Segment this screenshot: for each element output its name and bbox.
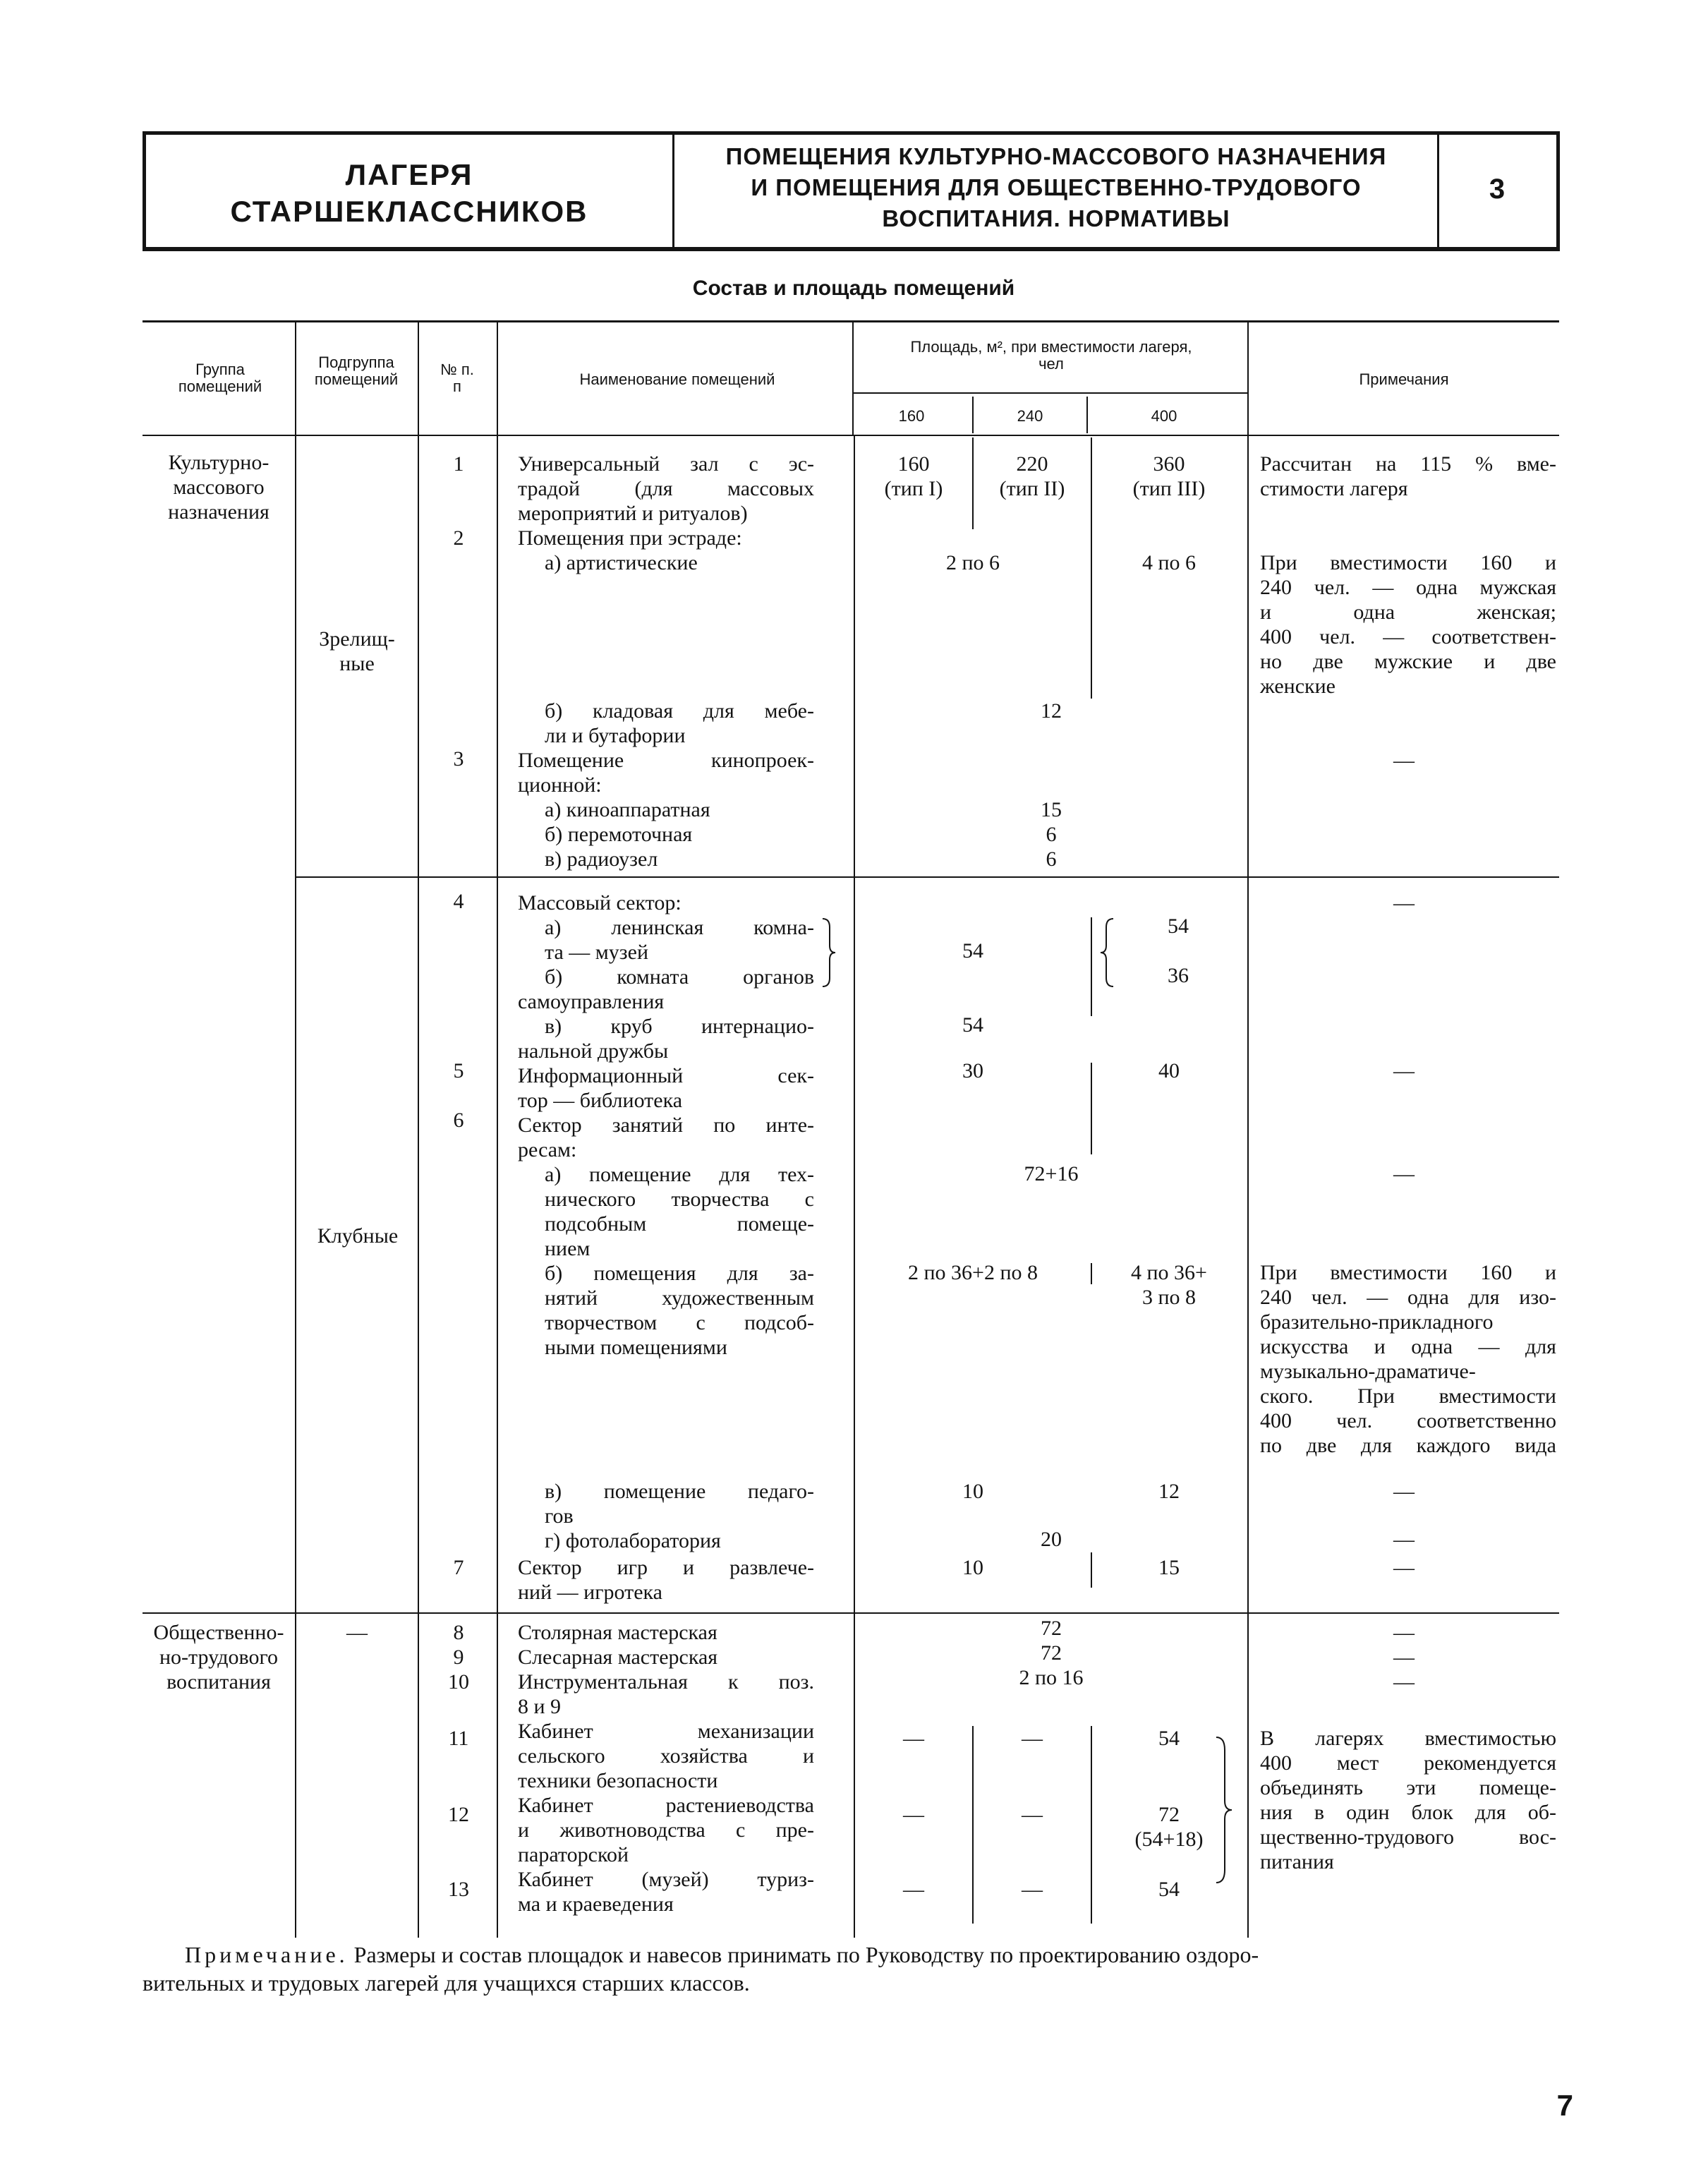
value-r4ab-160-240: 54: [962, 939, 983, 962]
value-r4c: 54: [962, 1013, 983, 1037]
room-name-line: в) радиоузел: [545, 847, 658, 871]
brace-r4-right: [1098, 917, 1116, 988]
room-name-line: в) круб интернацио-: [545, 1015, 814, 1038]
note-r6c: —: [1393, 1480, 1415, 1503]
room-name-line: б) помещения для за-: [545, 1262, 814, 1285]
note-line: стимости лагеря: [1260, 477, 1408, 500]
brace-r4-left: [820, 917, 838, 988]
col-header-240: 240: [1017, 407, 1043, 425]
value-r8: 72: [1041, 1617, 1062, 1640]
room-name-line: тор — библиотека: [518, 1089, 683, 1112]
note-line: Рассчитан на 115 % вме-: [1260, 452, 1556, 476]
group-cultural-line3: назначения: [168, 500, 269, 524]
page-number: 7: [1556, 2089, 1573, 2122]
note-line: 400 чел. — соответствен-: [1260, 625, 1556, 648]
value-line: 4 по 36+: [1131, 1261, 1207, 1284]
note-r11-13: [1260, 1726, 1556, 1874]
value-r13-240: —: [1022, 1878, 1043, 1901]
room-name-line: творчеством с подсоб-: [545, 1311, 814, 1334]
room-name-line: ресам:: [518, 1138, 577, 1161]
value-line: (тип I): [884, 477, 943, 500]
col-header-400: 400: [1151, 407, 1177, 425]
group-cultural-line2: массового: [173, 476, 265, 499]
col-header-notes: Примечания: [1359, 370, 1449, 388]
value-r9: 72: [1041, 1641, 1062, 1665]
room-name-line: та — музей: [545, 941, 648, 964]
footnote-line1: [143, 1940, 1559, 1969]
room-name-7: [518, 1555, 814, 1605]
group-social-labor-line2: но-трудового: [159, 1646, 279, 1669]
note-line: 400 мест рекомендуется: [1260, 1751, 1556, 1775]
value-line: 72: [1158, 1803, 1180, 1826]
note-r5: —: [1393, 1059, 1415, 1082]
header-left-title-line1: ЛАГЕРЯ: [345, 158, 473, 191]
room-name-line: подсобным помеще-: [545, 1212, 814, 1236]
value-r2a-160-240: 2 по 6: [945, 551, 1000, 574]
col-header-name: Наименование помещений: [579, 370, 775, 388]
value-r6b-160-240: 2 по 36+2 по 8: [907, 1261, 1038, 1284]
value-r1-160: [855, 452, 972, 501]
footnote-label: Примечание.: [185, 1942, 349, 1967]
value-r3b: 6: [1046, 823, 1057, 846]
room-name-line: Помещения при эстраде:: [518, 526, 742, 550]
value-line: (тип II): [999, 477, 1065, 500]
room-name-line: Массовый сектор:: [518, 891, 682, 915]
note-r6a: —: [1393, 1162, 1415, 1185]
value-r12-160: —: [903, 1803, 924, 1826]
room-name-line: Сектор игр и развлече-: [518, 1556, 814, 1579]
subgroup-none: —: [346, 1621, 368, 1644]
room-name-line: б) перемоточная: [545, 823, 693, 846]
note-line: ния в один блок для об-: [1260, 1801, 1556, 1824]
note-line: 240 чел. — одна для изо-: [1260, 1286, 1556, 1309]
row-number: 5: [453, 1059, 464, 1082]
row-number: 9: [453, 1646, 464, 1669]
note-r8: —: [1393, 1621, 1415, 1644]
header-left-title-line2: СТАРШЕКЛАССНИКОВ: [230, 195, 588, 228]
room-name-line: а) артистические: [545, 551, 698, 574]
value-r6a: 72+16: [1024, 1162, 1079, 1185]
value-r3a: 15: [1041, 798, 1062, 821]
sheet-number: 3: [1489, 174, 1507, 205]
value-r7-400: 15: [1158, 1556, 1180, 1579]
col-header-subgroup: Подгруппа помещений: [314, 354, 399, 388]
note-r9: —: [1393, 1646, 1415, 1669]
group-social-labor-line1: Общественно-: [153, 1621, 284, 1644]
value-line: (54+18): [1134, 1828, 1204, 1851]
room-name-line: ционной:: [518, 773, 602, 797]
room-name-line: Универсальный зал с эс-: [518, 452, 814, 476]
group-cultural-line1: Культурно-: [168, 451, 269, 474]
room-name-3: [518, 748, 814, 871]
subgroup-spectacle: [298, 627, 416, 676]
room-name-line: нятий художественным: [545, 1286, 814, 1310]
value-r4a-400: 54: [1168, 915, 1189, 938]
room-name-line: самоуправления: [518, 990, 665, 1013]
room-name-line: нием: [545, 1237, 590, 1260]
note-line: В лагерях вместимостью: [1260, 1727, 1556, 1750]
group-social-labor: [145, 1620, 292, 1694]
row-number: 11: [448, 1727, 469, 1750]
room-name-line: Кабинет механизации: [518, 1720, 814, 1743]
value-r3c: 6: [1046, 847, 1057, 871]
room-name-line: Кабинет (музей) туриз-: [518, 1868, 814, 1891]
table-title: Состав и площадь помещений: [692, 277, 1015, 300]
note-line: искусства и одна — для: [1260, 1335, 1556, 1358]
value-line: 220: [1016, 452, 1048, 476]
value-line: 160: [897, 452, 930, 476]
note-line: музыкально-драматиче-: [1260, 1360, 1476, 1383]
note-line: щественно-трудового вос-: [1260, 1825, 1556, 1849]
row-number: 6: [453, 1109, 464, 1132]
room-name-line: гов: [545, 1504, 574, 1528]
room-name-4: [518, 891, 814, 1360]
note-line: 240 чел. — одна мужская: [1260, 576, 1556, 599]
header-center-title-line2: И ПОМЕЩЕНИЯ ДЛЯ ОБЩЕСТВЕННО-ТРУДОВОГО: [751, 174, 1362, 200]
value-r6c-400: 12: [1158, 1480, 1180, 1503]
room-name-line: техники безопасности: [518, 1769, 718, 1792]
value-r6b-400: [1092, 1260, 1246, 1310]
header-left-title: [148, 157, 670, 230]
room-name-8-13: [518, 1620, 814, 1917]
value-r6c-160-240: 10: [962, 1480, 983, 1503]
room-name-line: сельского хозяйства и: [518, 1744, 814, 1768]
room-name-line: Кабинет растениеводства: [518, 1794, 814, 1817]
room-name-line: а) помещение для тех-: [545, 1163, 814, 1186]
room-name-line: б) кладовая для мебе-: [545, 699, 814, 723]
value-r12-240: —: [1022, 1803, 1043, 1826]
note-r10: —: [1393, 1670, 1415, 1694]
header-center-title: [676, 141, 1436, 234]
value-r5-400: 40: [1158, 1059, 1180, 1082]
value-line: (тип III): [1132, 477, 1206, 500]
value-r1-400: [1092, 452, 1246, 501]
note-line: объединять эти помеще-: [1260, 1776, 1556, 1799]
value-r2b: 12: [1041, 699, 1062, 723]
note-line: 400 чел. соответственно: [1260, 1409, 1556, 1432]
room-name-line: ными помещениями: [545, 1336, 727, 1359]
row-number: 7: [453, 1556, 464, 1579]
room-name-line: нического творчества с: [545, 1188, 814, 1211]
room-name-line: нальной дружбы: [518, 1039, 669, 1063]
room-name-line: мероприятий и ритуалов): [518, 502, 748, 525]
room-name-line: Инструментальная к поз.: [518, 1670, 814, 1694]
room-name-line: Сектор занятий по инте-: [518, 1113, 814, 1137]
value-r11-400: 54: [1158, 1727, 1180, 1750]
note-r7: —: [1393, 1556, 1415, 1579]
note-r1: [1260, 452, 1556, 501]
col-header-num: № п. п: [440, 361, 474, 395]
group-cultural: [145, 450, 292, 524]
footnote-text1: Размеры и состав площадок и навесов принимать по Руководству по проектированию оздоро-: [353, 1942, 1259, 1967]
col-header-area: Площадь, м², при вместимости лагеря, чел: [910, 338, 1192, 373]
room-name-line: в) помещение педаго-: [545, 1480, 814, 1503]
value-r4b-400: 36: [1168, 964, 1189, 987]
col-header-160: 160: [898, 407, 925, 425]
group-social-labor-line3: воспитания: [166, 1670, 271, 1694]
room-name-line: ма и краеведения: [518, 1893, 674, 1916]
row-number: 12: [448, 1803, 469, 1826]
value-line: 3 по 8: [1141, 1286, 1197, 1309]
note-line: женские: [1260, 675, 1335, 698]
row-number: 10: [448, 1670, 469, 1694]
room-name-line: ли и бутафории: [545, 724, 686, 747]
room-name-line: Столярная мастерская: [518, 1621, 717, 1644]
footnote: [143, 1940, 1559, 1997]
room-name-1: [518, 452, 814, 575]
value-r11-160: —: [903, 1727, 924, 1750]
value-r11-240: —: [1022, 1727, 1043, 1750]
room-name-line: параторской: [518, 1843, 629, 1866]
room-name-6c: [545, 1479, 814, 1553]
value-r10: 2 по 16: [1019, 1666, 1084, 1689]
row-number: 1: [453, 452, 464, 476]
note-r6b: [1260, 1260, 1556, 1458]
note-line: и одна женская;: [1260, 600, 1556, 624]
value-r6d: 20: [1041, 1528, 1062, 1551]
value-r2a-400: 4 по 6: [1141, 551, 1197, 574]
note-line: При вместимости 160 и: [1260, 1261, 1556, 1284]
room-name-line: а) киноаппаратная: [545, 798, 710, 821]
subgroup-spectacle-line1: Зрелищ-: [319, 627, 395, 651]
row-number: 13: [448, 1878, 469, 1901]
room-name-line: Помещение кинопроек-: [518, 749, 814, 772]
value-r13-400: 54: [1158, 1878, 1180, 1901]
room-name-line: б) комната органов: [545, 965, 814, 989]
note-line: бразительно-прикладного: [1260, 1310, 1494, 1334]
subgroup-spectacle-line2: ные: [339, 652, 375, 675]
room-name-line: традой (для массовых: [518, 477, 814, 500]
room-name-line: Слесарная мастерская: [518, 1646, 718, 1669]
note-line: питания: [1260, 1850, 1334, 1873]
value-line: 360: [1153, 452, 1185, 476]
value-r5-160-240: 30: [962, 1059, 983, 1082]
value-r7-160-240: 10: [962, 1556, 983, 1579]
note-r4: —: [1393, 891, 1415, 915]
col-header-group: Группа помещений: [178, 361, 262, 395]
row-number: 4: [453, 890, 464, 913]
room-name-line: ний — игротека: [518, 1581, 662, 1604]
footnote-line2: вительных и трудовых лагерей для учащихся старших классов.: [143, 1970, 750, 1996]
header-center-title-line1: ПОМЕЩЕНИЯ КУЛЬТУРНО-МАССОВОГО НАЗНАЧЕНИЯ: [725, 143, 1387, 169]
note-r2: [1260, 550, 1556, 699]
room-name-line: Информационный сек-: [518, 1064, 814, 1087]
room-name-line: и животноводства с пре-: [518, 1818, 814, 1842]
note-line: ского. При вместимости: [1260, 1384, 1556, 1408]
row-number: 2: [453, 526, 464, 550]
value-r1-240: [974, 452, 1091, 501]
header-center-title-line3: ВОСПИТАНИЯ. НОРМАТИВЫ: [882, 205, 1230, 231]
note-line: по две для каждого вида: [1260, 1434, 1556, 1457]
room-name-2b: [545, 699, 814, 748]
room-name-line: 8 и 9: [518, 1695, 562, 1718]
value-r13-160: —: [903, 1878, 924, 1901]
row-number: 3: [453, 747, 464, 771]
note-r6d: —: [1393, 1528, 1415, 1551]
room-name-line: г) фотолаборатория: [545, 1529, 721, 1552]
subgroup-club: Клубные: [317, 1224, 399, 1248]
room-name-line: а) ленинская комна-: [545, 916, 814, 939]
note-line: При вместимости 160 и: [1260, 551, 1556, 574]
row-number: 8: [453, 1621, 464, 1644]
brace-r11-13: [1213, 1736, 1235, 1884]
note-r3: —: [1393, 749, 1415, 772]
note-line: но две мужские и две: [1260, 650, 1556, 673]
